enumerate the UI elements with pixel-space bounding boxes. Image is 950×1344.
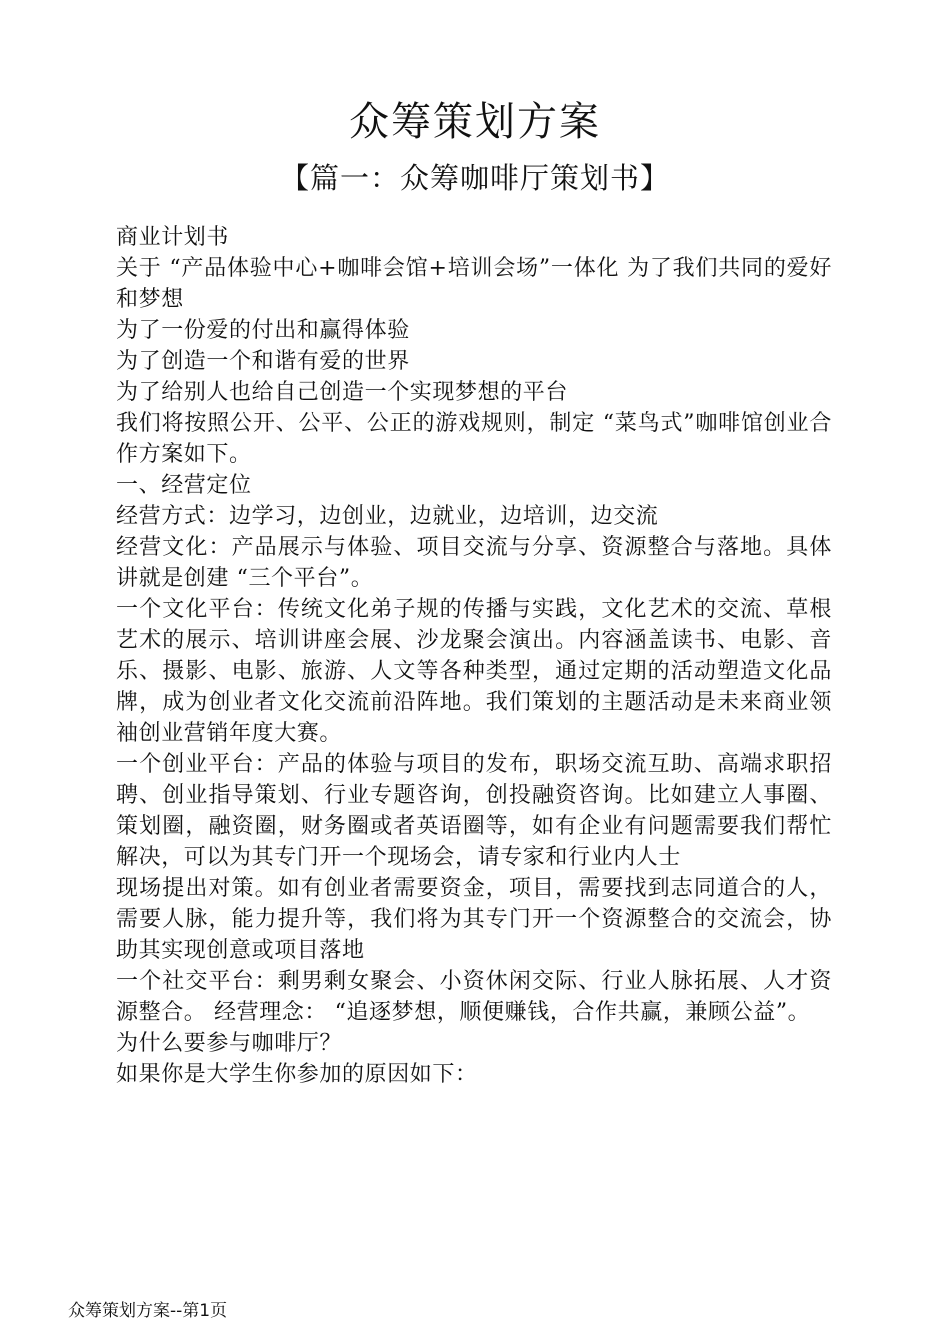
document-body: [116, 222, 832, 1090]
paragraph: 我们将按照公开、公平、公正的游戏规则，制定 “菜鸟式”咖啡馆创业合作方案如下。: [116, 411, 832, 467]
page-footer: 众筹策划方案--第1页: [68, 1301, 228, 1321]
paragraph: 为什么要参与咖啡厅？: [116, 1031, 343, 1056]
paragraph: 现场提出对策。如有创业者需要资金，项目，需要找到志同道合的人，需要人脉，能力提升等，我们将为其专门开一个资源整合的交流会，协助其实现创意或项目落地: [116, 876, 832, 963]
paragraph: 一个创业平台：产品的体验与项目的发布，职场交流互助、高端求职招聘、创业指导策划、行业专题咨询，创投融资咨询。比如建立人事圈、策划圈，融资圈，财务圈或者英语圈等，如有企业有问题需要我们帮忙解决，可以为其专门开一个现场会，请专家和行业内人士: [116, 752, 832, 870]
paragraph: 如果你是大学生你参加的原因如下：: [116, 1062, 478, 1087]
paragraph: 经营文化：产品展示与体验、项目交流与分享、资源整合与落地。具体讲就是创建 “三个平台”。: [116, 535, 832, 591]
paragraph: 经营方式：边学习，边创业，边就业，边培训，边交流: [116, 504, 659, 529]
paragraph: 一个文化平台：传统文化弟子规的传播与实践，文化艺术的交流、草根艺术的展示、培训讲座会展、沙龙聚会演出。内容涵盖读书、电影、音乐、摄影、电影、旅游、人文等各种类型，通过定期的活动塑造文化品牌，成为创业者文化交流前沿阵地。我们策划的主题活动是未来商业领袖创业营销年度大赛。: [116, 597, 832, 746]
paragraph: 商业计划书: [116, 225, 230, 250]
paragraph: 关于 “产品体验中心+咖啡会馆+培训会场”一体化 为了我们共同的爱好和梦想: [116, 256, 832, 312]
paragraph: 为了一份爱的付出和赢得体验: [116, 318, 410, 343]
paragraph: 为了创造一个和谐有爱的世界: [116, 349, 410, 374]
document-title: 众筹策划方案: [349, 99, 601, 145]
paragraph: 一个社交平台：剩男剩女聚会、小资休闲交际、行业人脉拓展、人才资源整合。 经营理念： “追逐梦想，顺便赚钱，合作共赢，兼顾公益”。: [116, 969, 832, 1025]
section-heading: 一、经营定位: [116, 473, 252, 498]
paragraph: 为了给别人也给自己创造一个实现梦想的平台: [116, 380, 569, 405]
document-subtitle: 【篇一：众筹咖啡厅策划书】: [279, 161, 670, 195]
